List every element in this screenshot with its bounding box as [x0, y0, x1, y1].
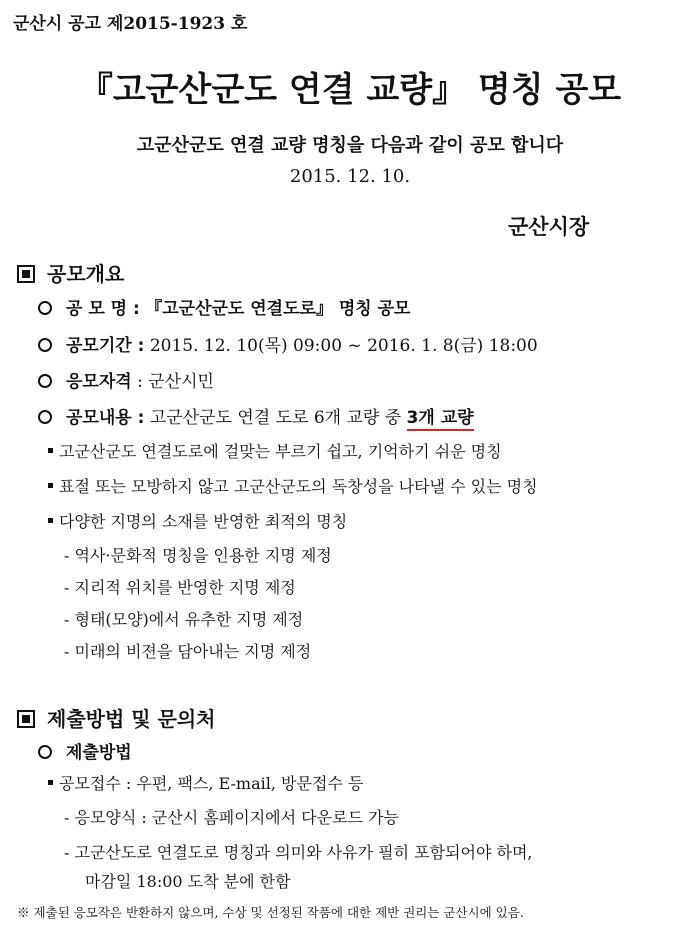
overview-period-value: 2015. 12. 10(목) 09:00 ~ 2016. 1. 8(금) 18:00 [149, 336, 538, 356]
sub-criteria-item: - 지리적 위치를 반영한 지명 제정 [64, 578, 296, 597]
circle-bullet-icon [38, 745, 52, 759]
criteria-item: 고군산군도 연결도로에 걸맞는 부르기 쉽고, 기억하기 쉬운 명칭 [48, 439, 502, 462]
criteria-item: 표절 또는 모방하지 않고 고군산군도의 독창성을 나타낼 수 있는 명칭 [48, 474, 538, 497]
overview-name-row: 공 모 명 : 『고군산군도 연결도로』 명칭 공모 [38, 294, 410, 319]
section-square-icon [17, 710, 35, 728]
notice-date: 2015. 12. 10. [289, 166, 411, 187]
overview-name-value: 『고군산군도 연결도로』 명칭 공모 [145, 299, 411, 319]
square-bullet-icon [48, 780, 53, 785]
circle-bullet-icon [38, 301, 52, 315]
overview-content-row: 공모내용 : 고군산군도 연결 도로 6개 교량 중 3개 교량 [38, 403, 474, 428]
signer: 군산시장 [508, 214, 590, 239]
criteria-item: 다양한 지명의 소재를 반영한 최적의 명칭 [48, 509, 347, 532]
overview-eligibility-row: 응모자격 : 군산시민 [38, 367, 214, 392]
circle-bullet-icon [38, 374, 52, 388]
submission-intake: 공모접수 : 우편, 팩스, E-mail, 방문접수 등 [48, 771, 363, 794]
sub-criteria-item: - 역사·문화적 명칭을 인용한 지명 제정 [64, 546, 332, 565]
overview-period-row: 공모기간 : 2015. 12. 10(목) 09:00 ~ 2016. 1. 8(금) 18:00 [38, 331, 538, 356]
square-bullet-icon [48, 483, 53, 488]
submission-form-note: - 응모양식 : 군산시 홈페이지에서 다운로드 가능 [64, 808, 399, 827]
section-square-icon [17, 265, 35, 283]
submission-deadline: 마감일 18:00 도착 분에 한함 [85, 872, 291, 891]
square-bullet-icon [48, 448, 53, 453]
overview-content-highlight: 3개 교량 [407, 408, 474, 431]
sub-criteria-item: - 형태(모양)에서 유추한 지명 제정 [64, 610, 304, 629]
sub-criteria-item: - 미래의 비젼을 담아내는 지명 제정 [64, 642, 312, 661]
page-title: 『고군산군도 연결 교량』 명칭 공모 [78, 70, 622, 110]
notice-number: 군산시 공고 제2015-1923 호 [13, 14, 248, 34]
section-overview-heading: 공모개요 [17, 258, 124, 287]
submission-method-row: 제출방법 [38, 738, 132, 763]
intro-text: 고군산군도 연결 교량 명칭을 다음과 같이 공모 합니다 [136, 135, 564, 156]
square-bullet-icon [48, 518, 53, 523]
overview-eligibility-value: : 군산시민 [137, 372, 214, 392]
section-submission-heading: 제출방법 및 문의처 [17, 703, 216, 732]
submission-requirement: - 고군산도로 연결도로 명칭과 의미와 사유가 필히 포함되어야 하며, [64, 843, 533, 862]
circle-bullet-icon [38, 338, 52, 352]
footnote: ※ 제출된 응모작은 반환하지 않으며, 수상 및 선정된 작품에 대한 제반 권리는 군산시에 있음. [17, 905, 524, 920]
circle-bullet-icon [38, 410, 52, 424]
overview-content-value: 고군산군도 연결 도로 6개 교량 중 [149, 408, 402, 428]
